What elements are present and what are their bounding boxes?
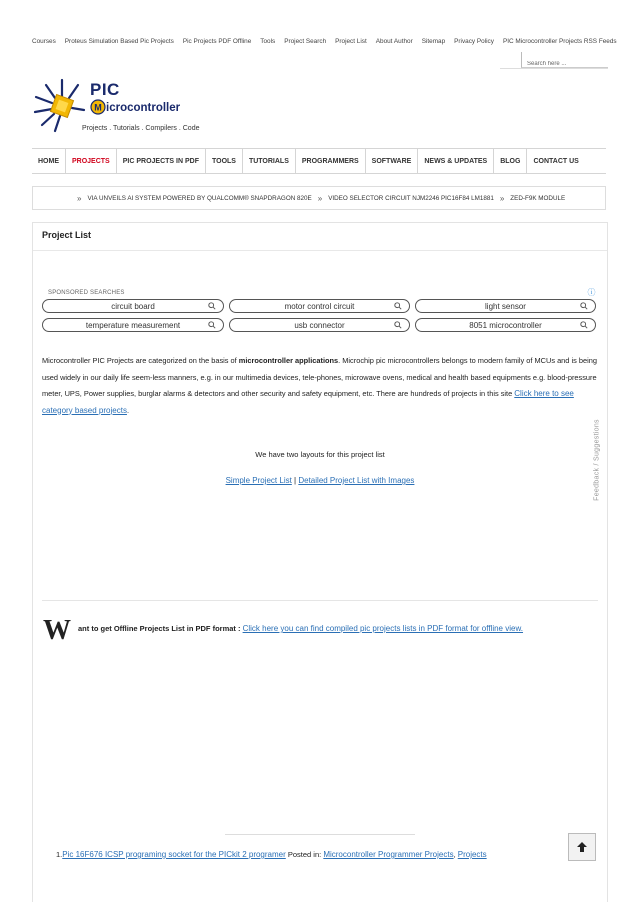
header-divider — [500, 68, 608, 69]
category-projects-link[interactable]: Click here to see category based projects — [42, 389, 574, 415]
posted-in-label: Posted in: — [285, 850, 324, 859]
category-link[interactable]: Microcontroller Programmer Projects — [323, 850, 454, 859]
pill-label: circuit board — [111, 301, 155, 311]
ticker-item[interactable]: VIA UNVEILS AI SYSTEM POWERED BY QUALCOMM® SNAPDRAGON 820E — [87, 194, 312, 202]
title-divider — [33, 250, 607, 251]
chevron-right-icon: » — [77, 193, 82, 203]
nav-software[interactable]: SOFTWARE — [365, 149, 418, 173]
layout-links — [33, 476, 607, 485]
top-link-about-author[interactable]: About Author — [375, 38, 413, 45]
top-link-sitemap[interactable]: Sitemap — [421, 38, 446, 45]
back-to-top-button[interactable] — [568, 833, 596, 861]
pdf-offer — [78, 624, 523, 633]
intro-text: . — [126, 405, 129, 415]
chevron-right-icon: » — [499, 193, 505, 203]
logo-micro-text: icrocontroller — [106, 102, 181, 114]
search-pill-8051[interactable] — [415, 318, 596, 332]
search-icon — [394, 321, 402, 329]
project-link[interactable]: Pic 16F676 ICSP programing socket for the PICkit 2 programer — [62, 850, 286, 859]
list-number: 1. — [56, 850, 63, 859]
list-divider — [225, 834, 415, 835]
search-icon — [394, 302, 402, 310]
simple-list-link[interactable]: Simple Project List — [225, 476, 292, 485]
pill-label: 8051 microcontroller — [469, 320, 542, 330]
layouts-text: We have two layouts for this project list — [255, 450, 385, 459]
page-title: Project List — [42, 230, 92, 240]
site-logo[interactable] — [30, 74, 210, 144]
search-icon — [580, 302, 588, 310]
pill-label: light sensor — [485, 301, 526, 311]
section-divider — [42, 600, 598, 601]
nav-news-updates[interactable]: NEWS & UPDATES — [417, 149, 493, 173]
nav-contact[interactable]: CONTACT US — [526, 149, 584, 173]
pill-label: temperature measurement — [85, 320, 181, 330]
nav-blog[interactable]: BLOG — [493, 149, 526, 173]
pill-label: motor control circuit — [284, 301, 355, 311]
search-pill-motor-control[interactable] — [229, 299, 410, 313]
nav-tutorials[interactable]: TUTORIALS — [242, 149, 295, 173]
search-icon — [208, 321, 216, 329]
intro-text: . Microchip pic microcontrollers belongs to modern family of MCUs and is being used widely in our daily life seem-less manners, e.g. in our multimedia devices, tele-phones, microwave ovens, medical and health based equipments e.g. blood-pressure meter, UPS, Power supplies, burglar alarms & detectors and other security and safety equipment, etc. There are hundreds of projects in this site — [42, 356, 597, 398]
nav-home[interactable]: HOME — [38, 157, 59, 165]
top-link-tools[interactable]: Tools — [260, 38, 276, 45]
intro-paragraph — [42, 353, 602, 419]
pdf-offer-text: ant to get Offline Projects List in PDF format : — [78, 624, 243, 633]
top-link-rss[interactable]: PIC Microcontroller Projects RSS Feeds — [502, 38, 617, 45]
feedback-tab[interactable] — [590, 412, 604, 508]
logo-pic-text: PIC — [90, 80, 120, 99]
chip-sunburst-icon — [30, 76, 90, 136]
category-link[interactable]: Projects — [457, 850, 487, 859]
nav-pic-projects-pdf[interactable]: PIC PROJECTS IN PDF — [116, 149, 205, 173]
search-pill-light-sensor[interactable] — [415, 299, 596, 313]
nav-tools[interactable]: TOOLS — [205, 149, 242, 173]
search-input[interactable] — [522, 57, 608, 72]
site-search — [521, 52, 608, 68]
top-link-privacy[interactable]: Privacy Policy — [454, 38, 494, 45]
arrow-up-icon — [576, 841, 588, 853]
search-icon — [580, 321, 588, 329]
nav-programmers[interactable]: PROGRAMMERS — [295, 149, 365, 173]
top-link-pdf-offline[interactable]: Pic Projects PDF Offline — [182, 38, 252, 45]
logo-m-letter: M — [94, 102, 102, 113]
detailed-list-link[interactable]: Detailed Project List with Images — [298, 476, 415, 485]
search-pill-temperature[interactable] — [42, 318, 224, 332]
search-icon — [208, 302, 216, 310]
search-pill-circuit-board[interactable] — [42, 299, 224, 313]
top-link-proteus[interactable]: Proteus Simulation Based Pic Projects — [64, 38, 174, 45]
intro-bold-text: microcontroller applications — [238, 356, 339, 365]
pill-label: usb connector — [294, 320, 345, 330]
logo-m-gear-icon — [90, 99, 106, 115]
sponsored-label: SPONSORED SEARCHES — [48, 290, 125, 296]
info-icon[interactable]: ⓘ — [587, 288, 596, 297]
pdf-download-link[interactable]: Click here you can find compiled pic projects lists in PDF format for offline view. — [242, 624, 524, 633]
dropcap-letter: W — [43, 615, 71, 646]
top-link-project-search[interactable]: Project Search — [284, 38, 327, 45]
list-item — [56, 850, 487, 859]
feedback-label: Feedback / Suggestions — [593, 419, 601, 501]
top-links-bar — [32, 38, 617, 45]
chevron-right-icon: » — [317, 193, 323, 203]
top-link-courses[interactable]: Courses — [32, 38, 56, 45]
search-pill-usb-connector[interactable] — [229, 318, 410, 332]
top-link-project-list[interactable]: Project List — [335, 38, 367, 45]
nav-projects[interactable]: PROJECTS — [65, 149, 116, 173]
link-separator: | — [291, 476, 299, 485]
category-separator: , — [453, 850, 458, 859]
ticker-item[interactable]: VIDEO SELECTOR CIRCUIT NJM2246 PIC16F84 LM1881 — [328, 194, 494, 202]
logo-tagline: Projects . Tutorials . Compilers . Code — [82, 125, 200, 132]
main-navigation — [32, 148, 606, 174]
ticker-item[interactable]: ZED-F9K MODULE — [510, 194, 566, 202]
intro-text: Microcontroller PIC Projects are categorized on the basis of — [42, 356, 239, 365]
news-ticker — [32, 186, 606, 210]
